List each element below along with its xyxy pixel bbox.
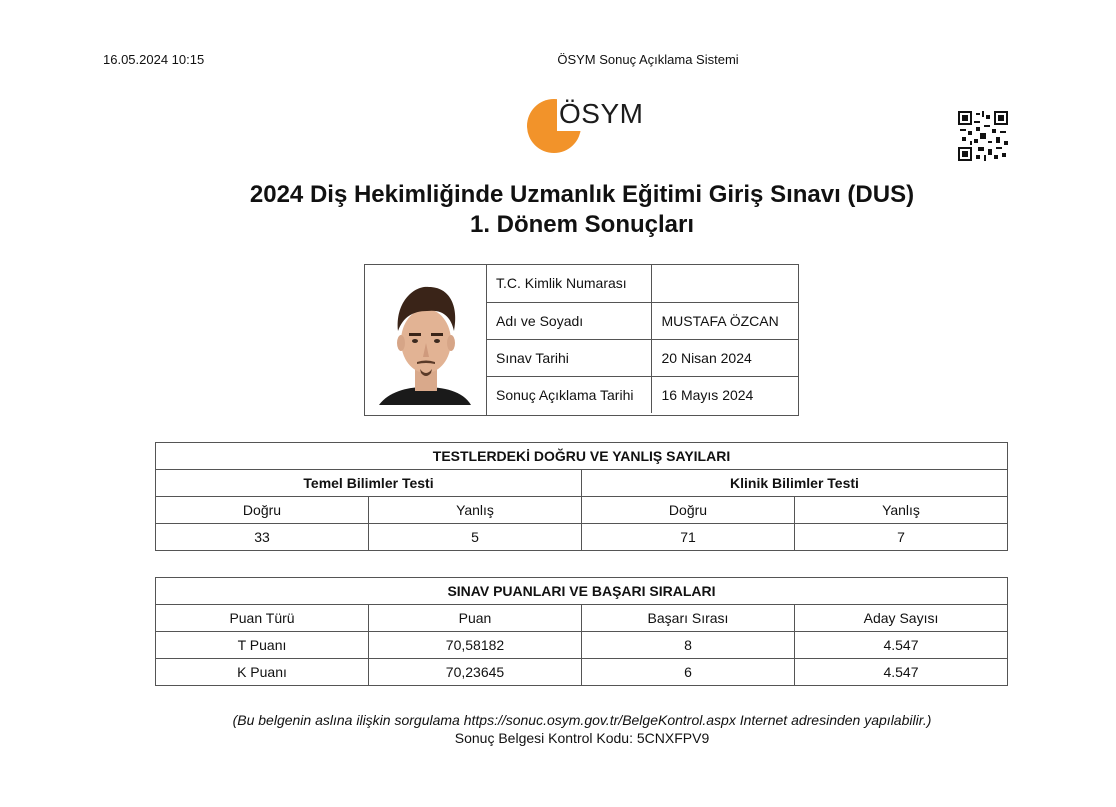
logo-text: ÖSYM xyxy=(559,98,644,129)
k-puan-type: K Puanı xyxy=(156,659,369,686)
val-temel-dogru: 33 xyxy=(156,524,369,551)
table-row xyxy=(156,659,1008,686)
print-datetime: 16.05.2024 10:15 xyxy=(103,52,205,67)
col-klinik-dogru: Doğru xyxy=(582,497,795,524)
col-basari-sirasi: Başarı Sırası xyxy=(582,605,795,632)
info-row-exam-date xyxy=(486,339,798,376)
val-temel-yanlis: 5 xyxy=(369,524,582,551)
system-name: ÖSYM Sonuç Açıklama Sistemi xyxy=(557,52,739,67)
t-puan-type: T Puanı xyxy=(156,632,369,659)
label-tc-kimlik: T.C. Kimlik Numarası xyxy=(486,265,651,302)
label-result-date: Sonuç Açıklama Tarihi xyxy=(486,376,651,413)
group-klinik: Klinik Bilimler Testi xyxy=(582,470,1008,497)
candidate-info-table xyxy=(486,265,798,413)
verification-note: (Bu belgenin aslına ilişkin sorgulama https://sonuc.osym.gov.tr/BelgeKontrol.aspx Internet adresinden yapılabilir.) xyxy=(232,712,932,728)
info-row-tc xyxy=(486,265,798,302)
col-aday-sayisi: Aday Sayısı xyxy=(795,605,1008,632)
page-title xyxy=(0,180,1116,240)
scores-table xyxy=(155,577,1008,686)
col-puan-turu: Puan Türü xyxy=(156,605,369,632)
group-temel: Temel Bilimler Testi xyxy=(156,470,582,497)
osym-logo xyxy=(527,97,647,159)
col-temel-yanlis: Yanlış xyxy=(369,497,582,524)
value-tc-kimlik xyxy=(651,265,798,302)
value-result-date: 16 Mayıs 2024 xyxy=(651,376,798,413)
label-name: Adı ve Soyadı xyxy=(486,302,651,339)
col-puan: Puan xyxy=(369,605,582,632)
val-klinik-yanlis: 7 xyxy=(795,524,1008,551)
info-row-name xyxy=(486,302,798,339)
qr-code-icon xyxy=(958,111,1008,161)
t-puan-rank: 8 xyxy=(582,632,795,659)
test-counts-title: TESTLERDEKİ DOĞRU VE YANLIŞ SAYILARI xyxy=(156,443,1008,470)
scores-title: SINAV PUANLARI VE BAŞARI SIRALARI xyxy=(156,578,1008,605)
label-exam-date: Sınav Tarihi xyxy=(486,339,651,376)
info-row-result-date xyxy=(486,376,798,413)
value-name: MUSTAFA ÖZCAN xyxy=(651,302,798,339)
title-line-1: 2024 Diş Hekimliğinde Uzmanlık Eğitimi Giriş Sınavı (DUS) xyxy=(249,181,915,208)
table-row xyxy=(156,524,1008,551)
table-row xyxy=(156,632,1008,659)
val-klinik-dogru: 71 xyxy=(582,524,795,551)
candidate-info-box xyxy=(364,264,799,416)
col-temel-dogru: Doğru xyxy=(156,497,369,524)
col-klinik-yanlis: Yanlış xyxy=(795,497,1008,524)
t-puan-score: 70,58182 xyxy=(369,632,582,659)
k-puan-rank: 6 xyxy=(582,659,795,686)
test-counts-table xyxy=(155,442,1008,551)
candidate-photo xyxy=(365,265,487,415)
k-puan-candidates: 4.547 xyxy=(795,659,1008,686)
control-code: Sonuç Belgesi Kontrol Kodu: 5CNXFPV9 xyxy=(454,730,710,746)
title-line-2: 1. Dönem Sonuçları xyxy=(469,211,695,238)
k-puan-score: 70,23645 xyxy=(369,659,582,686)
value-exam-date: 20 Nisan 2024 xyxy=(651,339,798,376)
t-puan-candidates: 4.547 xyxy=(795,632,1008,659)
